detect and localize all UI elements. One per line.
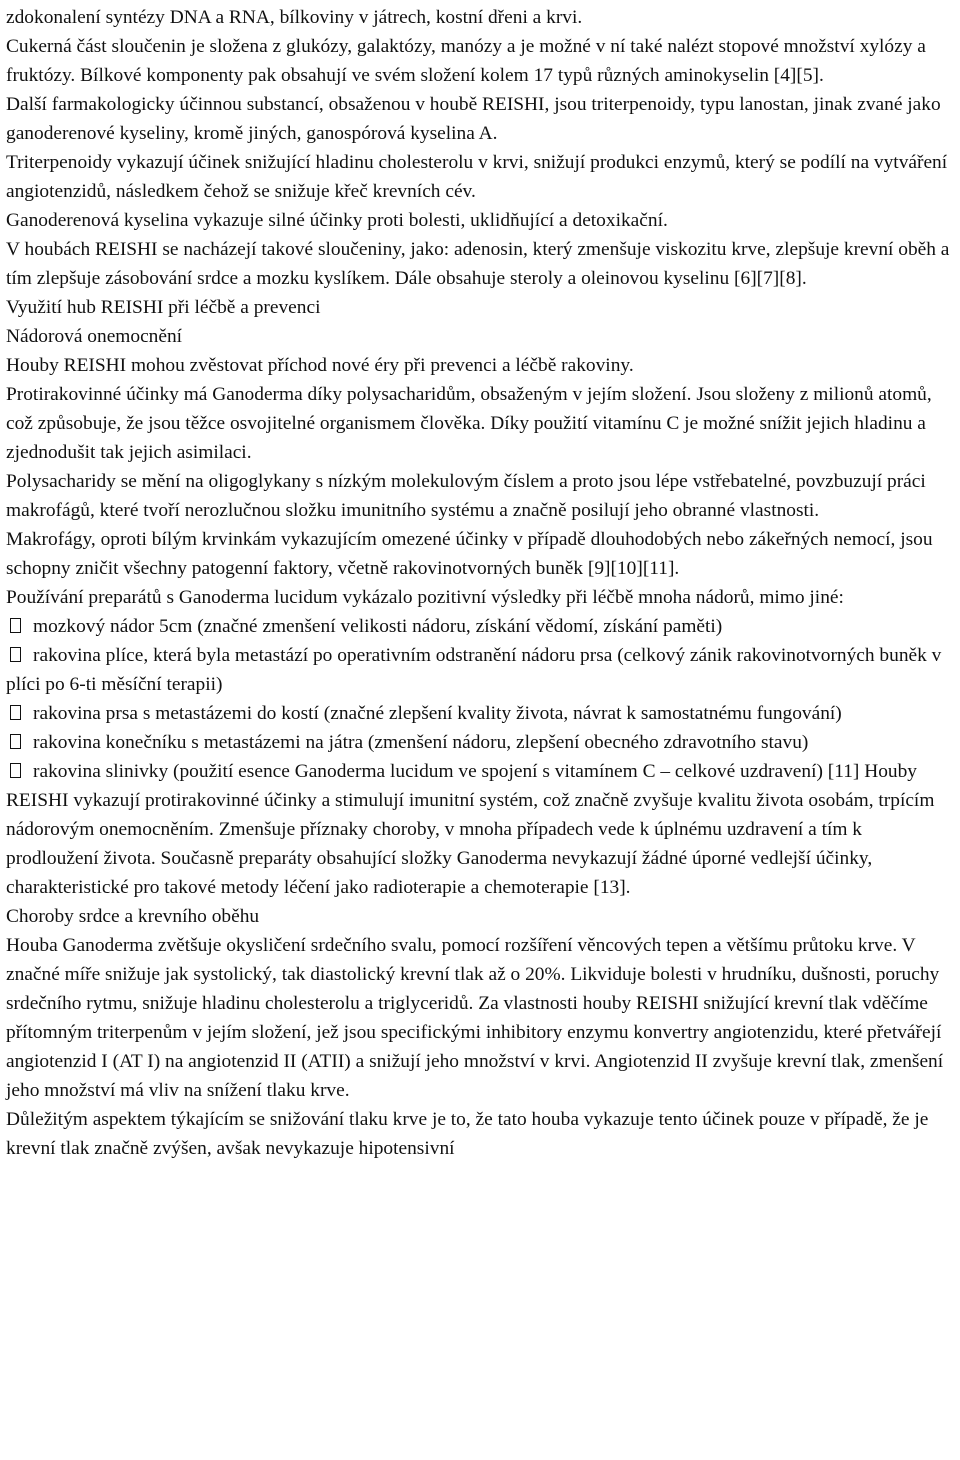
list-item bbox=[6, 612, 956, 641]
bullet-box-icon bbox=[10, 763, 21, 778]
list-item bbox=[6, 699, 956, 728]
list-item-text: mozkový nádor 5cm (značné zmenšení velikosti nádoru, získání vědomí, získání paměti) bbox=[33, 616, 723, 637]
bullet-box-icon bbox=[10, 734, 21, 749]
list-item-text: rakovina prsa s metastázemi do kostí (značné zlepšení kvality života, návrat k samostatnému fungování) bbox=[33, 703, 842, 724]
paragraph: Používání preparátů s Ganoderma lucidum vykázalo pozitivní výsledky při léčbě mnoha nádorů, mimo jiné: bbox=[6, 587, 844, 608]
bullet-box-icon bbox=[10, 647, 21, 662]
bullet-list bbox=[6, 612, 956, 902]
paragraph: Houba Ganoderma zvětšuje okysličení srdečního svalu, pomocí rozšíření věncových tepen a většímu průtoku krve. V značné míře snižuje jak systolický, tak diastolický krevní tlak až o 20%. Likviduje bolesti v hrudníku, dušnosti, poruchy srdečního rytmu, snižuje hladinu cholesterolu a triglyceridů. Za vlastnosti houby REISHI snižující krevní tlak vděčíme přítomným triterpenům v jejím složení, jež jsou specifickými inhibitory enzymu konvertry angiotenzidu, které přetvářejí angiotenzid I (AT I) na angiotenzid II (ATII) a snižují jeho množství v krvi. Angiotenzid II zvyšuje krevní tlak, zmenšení jeho množství má vliv na snížení tlaku krve. bbox=[6, 935, 944, 1101]
list-item-text: rakovina slinivky (použití esence Ganoderma lucidum ve spojení s vitamínem C – celkové uzdravení) [11] Houby REISHI vykazují protirakovinné účinky a stimulují imunitní systém, což značně zvyšuje kvalitu života osobám, trpícím nádorovým onemocněním. Zmenšuje příznaky choroby, v mnoha případech vede k úplnému uzdravení a tím k prodloužení života. Současně preparáty obsahující složky Ganoderma nevykazují žádné úporné vedlejší účinky, charakteristické pro takové metody léčení jako radioterapie a chemoterapie [13]. bbox=[6, 761, 935, 898]
section-heading: Choroby srdce a krevního oběhu bbox=[6, 906, 260, 927]
paragraph: Cukerná část sloučenin je složena z glukózy, galaktózy, manózy a je možné v ní také nalézt stopové množství xylózy a fruktózy. Bílkové komponenty pak obsahují ve svém složení kolem 17 typů různých aminokyselin [4][5]. bbox=[6, 36, 926, 86]
paragraph: V houbách REISHI se nacházejí takové sloučeniny, jako: adenosin, který zmenšuje viskozitu krve, zlepšuje krevní oběh a tím zlepšuje zásobování srdce a mozku kyslíkem. Dále obsahuje steroly a oleinovou kyselinu [6][7][8]. bbox=[6, 239, 950, 289]
paragraph: Makrofágy, oproti bílým krvinkám vykazujícím omezené účinky v případě dlouhodobých nebo zákeřných nemocí, jsou schopny zničit všechny patogenní faktory, včetně rakovinotvorných buněk [9][10][11]. bbox=[6, 529, 933, 579]
paragraph: Polysacharidy se mění na oligoglykany s nízkým molekulovým číslem a proto jsou lépe vstřebatelné, povzbuzují práci makrofágů, které tvoří nerozlučnou složku imunitního systému a značně posilují jeho obranné vlastnosti. bbox=[6, 471, 926, 521]
paragraph: Ganoderenová kyselina vykazuje silné účinky proti bolesti, uklidňující a detoxikační. bbox=[6, 210, 668, 231]
paragraph: Protirakovinné účinky má Ganoderma díky polysacharidům, obsaženým v jejím složení. Jsou složeny z milionů atomů, což způsobuje, že jsou těžce osvojitelné organismem člověka. Díky použití vitamínu C je možné snížit jejich hladinu a zjednodušit tak jejich asimilaci. bbox=[6, 384, 932, 463]
paragraph: Další farmakologicky účinnou substancí, obsaženou v houbě REISHI, jsou triterpenoidy, typu lanostan, jinak zvané jako ganoderenové kyseliny, kromě jiných, ganospórová kyselina A. bbox=[6, 94, 941, 144]
paragraph: Triterpenoidy vykazují účinek snižující hladinu cholesterolu v krvi, snižují produkci enzymů, který se podílí na vytváření angiotenzidů, následkem čehož se snižuje křeč krevních cév. bbox=[6, 152, 948, 202]
subsection-heading: Nádorová onemocnění bbox=[6, 326, 183, 347]
list-item bbox=[6, 641, 956, 699]
list-item-text: rakovina plíce, která byla metastází po operativním odstranění nádoru prsa (celkový zánik rakovinotvorných buněk v plíci po 6-ti měsíční terapii) bbox=[6, 645, 942, 695]
list-item bbox=[6, 757, 956, 902]
bullet-box-icon bbox=[10, 618, 21, 633]
paragraph: Důležitým aspektem týkajícím se snižování tlaku krve je to, že tato houba vykazuje tento účinek pouze v případě, že je krevní tlak značně zvýšen, avšak nevykazuje hipotensivní bbox=[6, 1109, 929, 1159]
section-heading: Využití hub REISHI při léčbě a prevenci bbox=[6, 297, 321, 318]
list-item bbox=[6, 728, 956, 757]
paragraph: Houby REISHI mohou zvěstovat příchod nové éry při prevenci a léčbě rakoviny. bbox=[6, 355, 634, 376]
bullet-box-icon bbox=[10, 705, 21, 720]
paragraph: zdokonalení syntézy DNA a RNA, bílkoviny v játrech, kostní dřeni a krvi. bbox=[6, 7, 583, 28]
list-item-text: rakovina konečníku s metastázemi na játra (zmenšení nádoru, zlepšení obecného zdravotního stavu) bbox=[33, 732, 809, 753]
